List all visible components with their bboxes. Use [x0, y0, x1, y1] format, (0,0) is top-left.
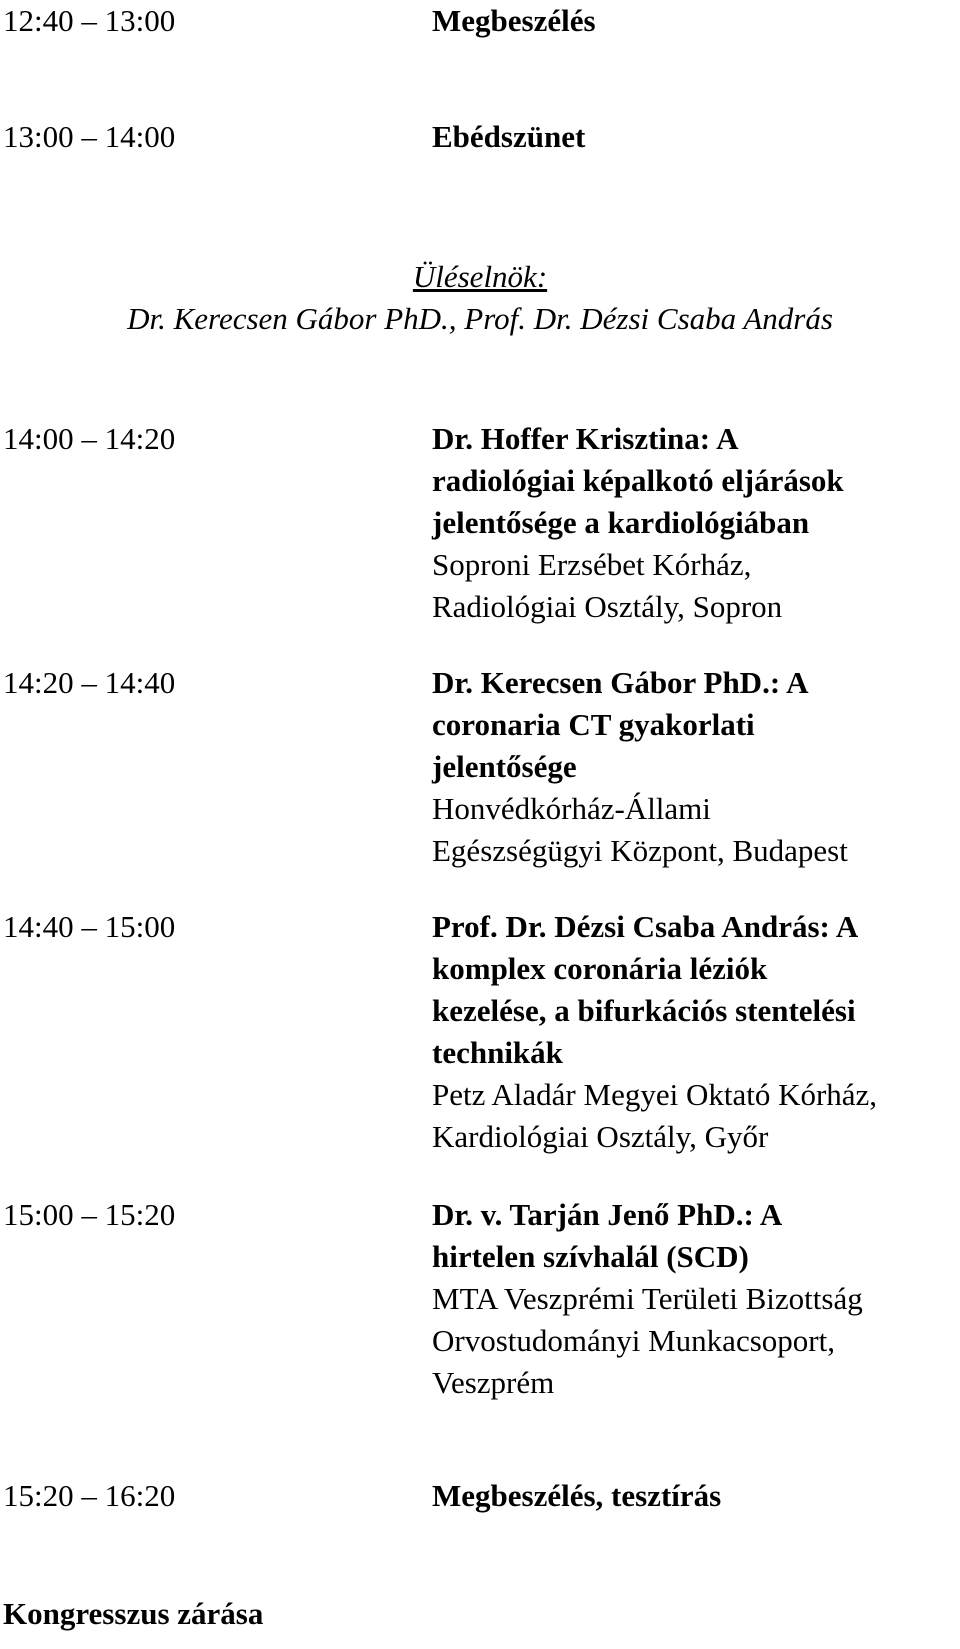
session-chairs: [0, 256, 960, 340]
talk-title-line: jelentősége: [432, 749, 577, 784]
chairs-names: Dr. Kerecsen Gábor PhD., Prof. Dr. Dézsi Csaba András: [127, 301, 833, 336]
session-title: Megbeszélés: [432, 3, 596, 38]
talk-title-line: Dr. Kerecsen Gábor PhD.: A: [432, 665, 809, 700]
time-slot: 14:40 – 15:00: [3, 909, 176, 944]
talk-title-line: technikák: [432, 1035, 563, 1070]
chairs-label: Üléselnök:: [412, 259, 548, 294]
time-slot: 12:40 – 13:00: [3, 3, 176, 38]
session-title: Megbeszélés, tesztírás: [432, 1478, 722, 1513]
affiliation-line: Veszprém: [432, 1365, 555, 1400]
affiliation-line: Kardiológiai Osztály, Győr: [432, 1119, 769, 1154]
talk-title-line: jelentősége a kardiológiában: [432, 505, 810, 540]
affiliation-line: Petz Aladár Megyei Oktató Kórház,: [432, 1077, 878, 1112]
talk-title-line: hirtelen szívhalál (SCD): [432, 1239, 749, 1274]
affiliation-line: Soproni Erzsébet Kórház,: [432, 547, 752, 582]
session-title: Ebédszünet: [432, 119, 586, 154]
talk-title-line: Prof. Dr. Dézsi Csaba András: A: [432, 909, 859, 944]
affiliation-line: MTA Veszprémi Területi Bizottság: [432, 1281, 863, 1316]
time-slot: 15:20 – 16:20: [3, 1478, 176, 1513]
time-slot: 13:00 – 14:00: [3, 119, 176, 154]
time-slot: 14:20 – 14:40: [3, 665, 176, 700]
time-slot: 15:00 – 15:20: [3, 1197, 176, 1232]
affiliation-line: Egészségügyi Központ, Budapest: [432, 833, 848, 868]
time-slot: 14:00 – 14:20: [3, 421, 176, 456]
affiliation-line: Honvédkórház-Állami: [432, 791, 711, 826]
talk-title-line: Dr. Hoffer Krisztina: A: [432, 421, 739, 456]
talk-title-line: Dr. v. Tarján Jenő PhD.: A: [432, 1197, 783, 1232]
talk-title-line: komplex coronária léziók: [432, 951, 768, 986]
talk-title-line: radiológiai képalkotó eljárások: [432, 463, 844, 498]
affiliation-line: Radiológiai Osztály, Sopron: [432, 589, 783, 624]
affiliation-line: Orvostudományi Munkacsoport,: [432, 1323, 835, 1358]
talk-title-line: coronaria CT gyakorlati: [432, 707, 755, 742]
talk-title-line: kezelése, a bifurkációs stentelési: [432, 993, 856, 1028]
closing-title: Kongresszus zárása: [3, 1596, 264, 1631]
